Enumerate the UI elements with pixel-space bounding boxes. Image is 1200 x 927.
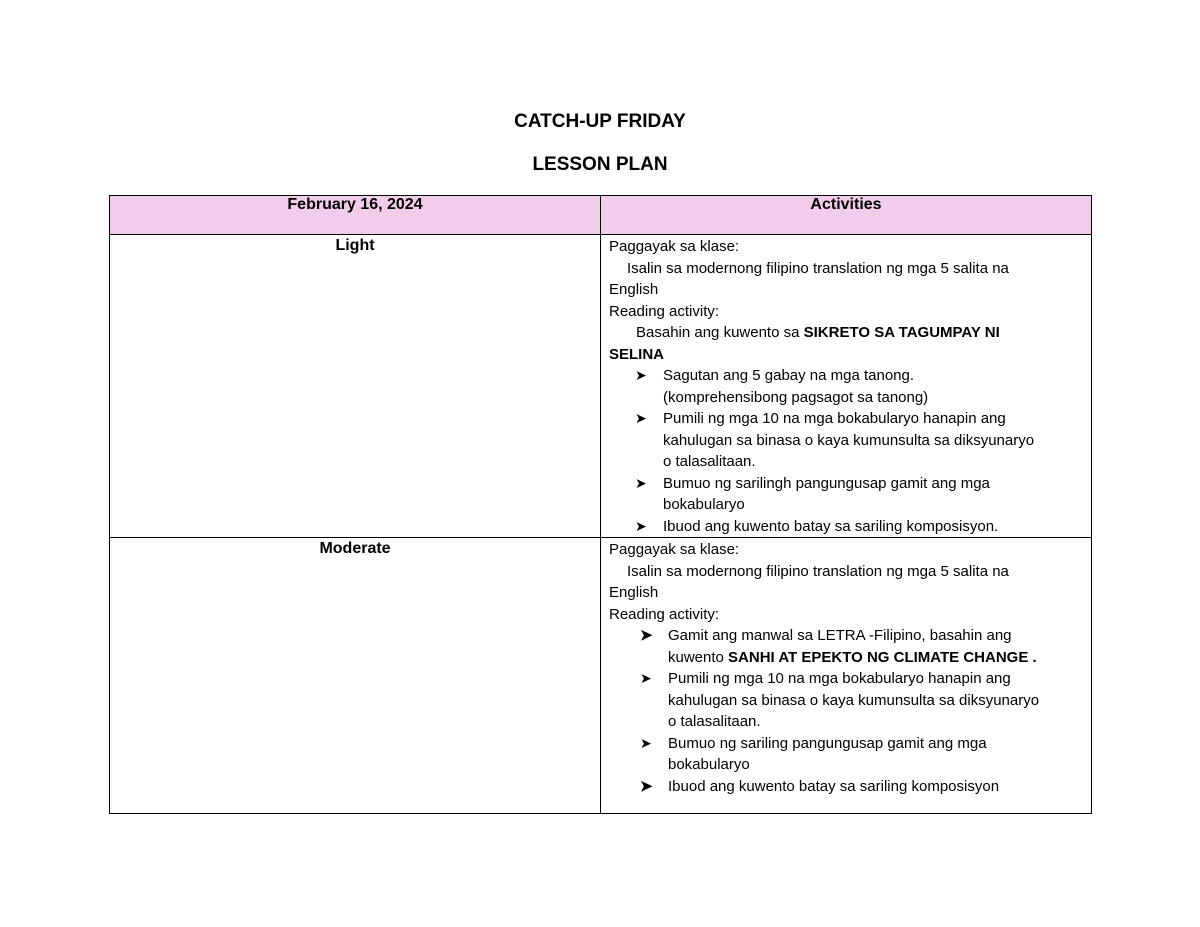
arrowhead-bullet-icon: ➤ [635,474,647,491]
arrowhead-bullet-icon: ➤ [640,670,652,686]
story-title-cont: SELINA [609,345,665,363]
list-item [609,473,1091,516]
list-item [609,365,1091,408]
prep-label: Paggayak sa klase: [609,238,740,255]
lesson-plan-table [109,195,1092,814]
arrowhead-bullet-icon: ➤ [640,777,653,795]
document-title: CATCH-UP FRIDAY [514,111,686,132]
arrowhead-bullet-icon: ➤ [635,367,647,383]
arrowhead-bullet-icon: ➤ [635,410,647,426]
activity-list [609,625,1091,797]
list-item [609,625,1091,668]
arrowhead-bullet-icon: ➤ [640,627,653,644]
story-intro: Basahin ang kuwento sa [636,324,804,341]
arrowhead-bullet-icon: ➤ [640,734,652,751]
list-item [609,408,1091,473]
list-item-text: Sagutan ang 5 gabay na mga tanong. [663,367,915,384]
prep-instruction: Isalin sa modernong filipino translation ng mga 5 salita na [627,259,1009,277]
table-row [110,538,1092,814]
list-item-text: bokabularyo [663,496,745,513]
list-item-text: o talasalitaan. [663,453,756,470]
table-header-row [110,196,1092,235]
prep-label: Paggayak sa klase: [609,541,740,558]
list-item-text: Ibuod ang kuwento batay sa sariling komposisyon [668,777,1000,795]
list-item-text: Gamit ang manwal sa LETRA -Filipino, basahin ang [668,627,1012,644]
list-item [609,776,1091,798]
story-title: SANHI AT EPEKTO NG CLIMATE CHANGE . [728,648,1037,666]
story-title: SIKRETO SA TAGUMPAY NI [803,324,1000,341]
list-item-text: Pumili ng mga 10 na mga bokabularyo hanapin ang [663,410,1006,427]
list-item [609,733,1091,776]
level-light: Light [110,235,601,538]
prep-instruction: Isalin sa modernong filipino translation ng mga 5 salita na [627,562,1009,580]
list-item-text: (komprehensibong pagsagot sa tanong) [663,388,929,406]
list-item-text: kahulugan sa binasa o kaya kumunsulta sa diksyunaryo [668,691,1040,709]
reading-label: Reading activity: [609,605,720,623]
list-item-text: bokabularyo [668,756,750,773]
list-item-text: Bumuo ng sariling pangungusap gamit ang mga [668,734,987,752]
list-item-text [668,647,1091,669]
activities-cell-moderate [601,538,1092,814]
date-header: February 16, 2024 [110,196,601,235]
activities-header: Activities [601,196,1092,235]
list-item [609,668,1091,733]
table-row [110,235,1092,538]
list-item-text: Ibuod ang kuwento batay sa sariling komposisyon. [663,517,999,535]
list-item-text: Bumuo ng sarilingh pangungusap gamit ang mga [663,474,990,492]
activity-list [609,365,1091,537]
story-intro: kuwento [668,648,729,666]
prep-instruction-cont: English [609,281,659,298]
activities-cell-light [601,235,1092,538]
story-title-cont-line [609,344,1091,366]
list-item [609,516,1091,538]
level-moderate: Moderate [110,538,601,814]
document-subtitle: LESSON PLAN [532,154,668,175]
list-item-text: Pumili ng mga 10 na mga bokabularyo hanapin ang [668,670,1011,687]
prep-instruction-cont: English [609,584,659,601]
reading-label: Reading activity: [609,302,720,320]
arrowhead-bullet-icon: ➤ [635,517,647,534]
list-item-text: kahulugan sa binasa o kaya kumunsulta sa diksyunaryo [663,431,1035,449]
story-intro-line [609,322,1091,344]
list-item-text: o talasalitaan. [668,713,761,730]
